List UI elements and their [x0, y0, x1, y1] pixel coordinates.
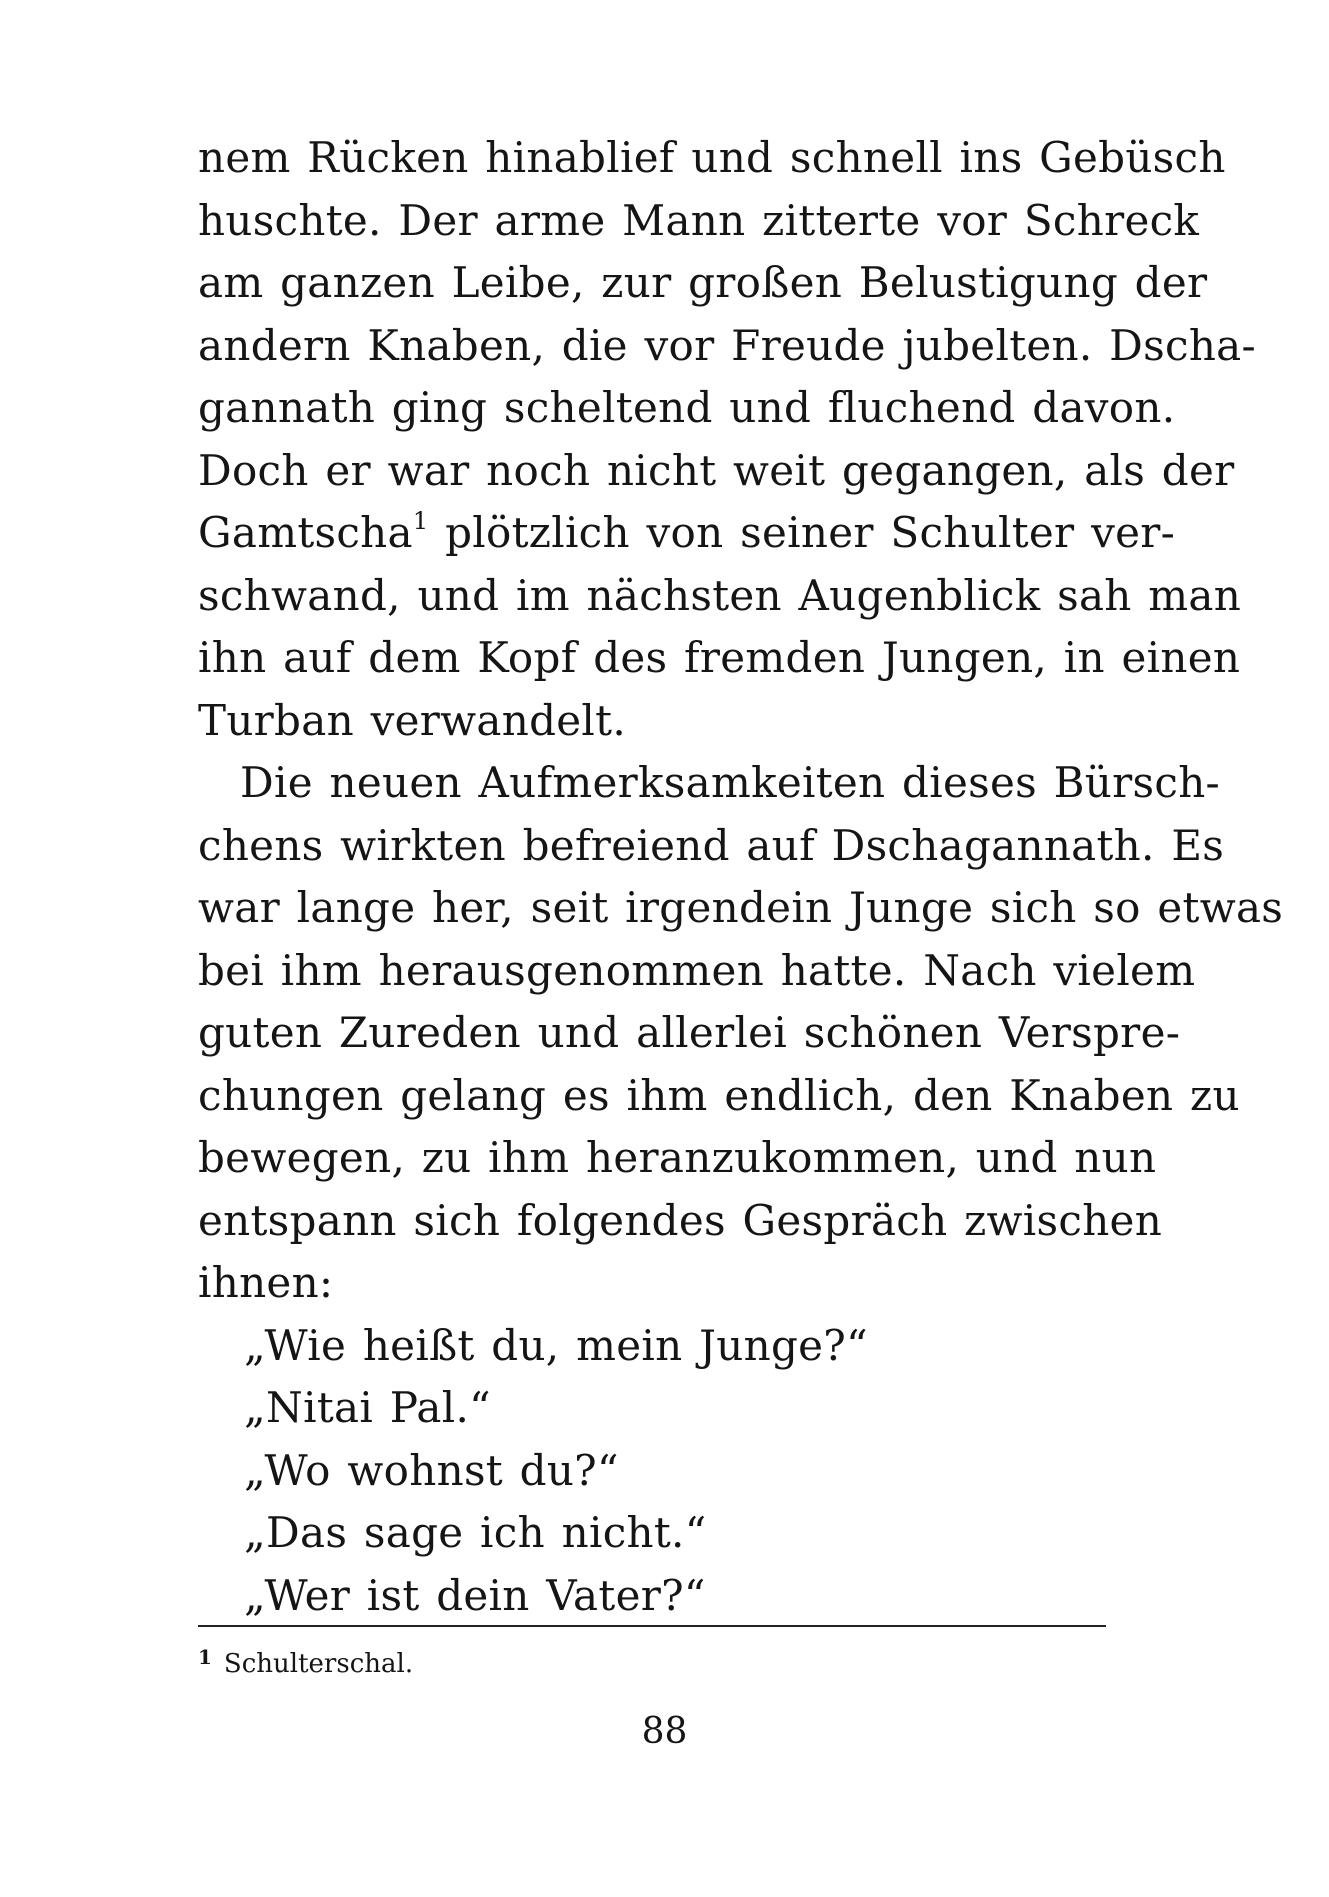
text-line: bei ihm herausgenommen hatte. Nach vielem: [198, 945, 1196, 995]
page-number: 88: [641, 1711, 688, 1752]
footnote-mark: 1: [198, 1645, 212, 1669]
text-line: bewegen, zu ihm heranzukommen, und nun: [198, 1133, 1157, 1182]
footnoted-word: Gamtscha: [198, 508, 413, 557]
footnote-text: Schulterschal.: [223, 1649, 414, 1679]
text-line: Turban verwandelt.: [198, 695, 626, 745]
text-line: ihnen:: [198, 1258, 334, 1307]
text-line: Doch er war noch nicht weit gegangen, als der: [198, 445, 1235, 495]
body-text: [198, 127, 1284, 1627]
text-line: huschte. Der arme Mann zitterte vor Schreck: [198, 195, 1200, 245]
text-line: chens wirkten befreiend auf Dschagannath. Es: [198, 820, 1225, 870]
paragraph-2: [198, 752, 1284, 1315]
text-line: andern Knaben, die vor Freude jubelten. Dscha-: [198, 320, 1257, 370]
footnote: [198, 1640, 413, 1681]
text-line: am ganzen Leibe, zur großen Belustigung der: [198, 258, 1208, 307]
text-line: guten Zureden und allerlei schönen Verspre-: [198, 1008, 1181, 1057]
text-line: nem Rücken hinablief und schnell ins Gebüsch: [198, 133, 1226, 182]
dialogue-line: „Wo wohnst du?“: [244, 1445, 619, 1495]
dialogue-line: „Das sage ich nicht.“: [244, 1508, 707, 1557]
text-line: schwand, und im nächsten Augenblick sah man: [198, 570, 1242, 620]
text-line: entspann sich folgendes Gespräch zwischen: [198, 1195, 1163, 1245]
text-line: war lange her, seit irgendein Junge sich so etwas: [198, 883, 1284, 932]
dialogue-line: „Wer ist dein Vater?“: [244, 1570, 706, 1620]
dialogue-line: „Wie heißt du, mein Junge?“: [244, 1320, 868, 1370]
text-line: chungen gelang es ihm endlich, den Knaben zu: [198, 1070, 1240, 1120]
dialogue-line: „Nitai Pal.“: [244, 1383, 491, 1432]
text-line: ihn auf dem Kopf des fremden Jungen, in einen: [198, 633, 1241, 682]
text-line-rest: plötzlich von seiner Schulter ver-: [445, 508, 1176, 557]
footnote-reference: 1: [412, 507, 429, 535]
text-line: Die neuen Aufmerksamkeiten dieses Bürsch-: [240, 758, 1221, 807]
footnote-divider: [198, 1625, 1106, 1627]
paragraph-1: [198, 127, 1257, 752]
dialogue: [198, 1315, 1106, 1628]
text-line-with-footnote: [198, 502, 1176, 565]
text-line: gannath ging scheltend und fluchend davon.: [198, 383, 1176, 432]
